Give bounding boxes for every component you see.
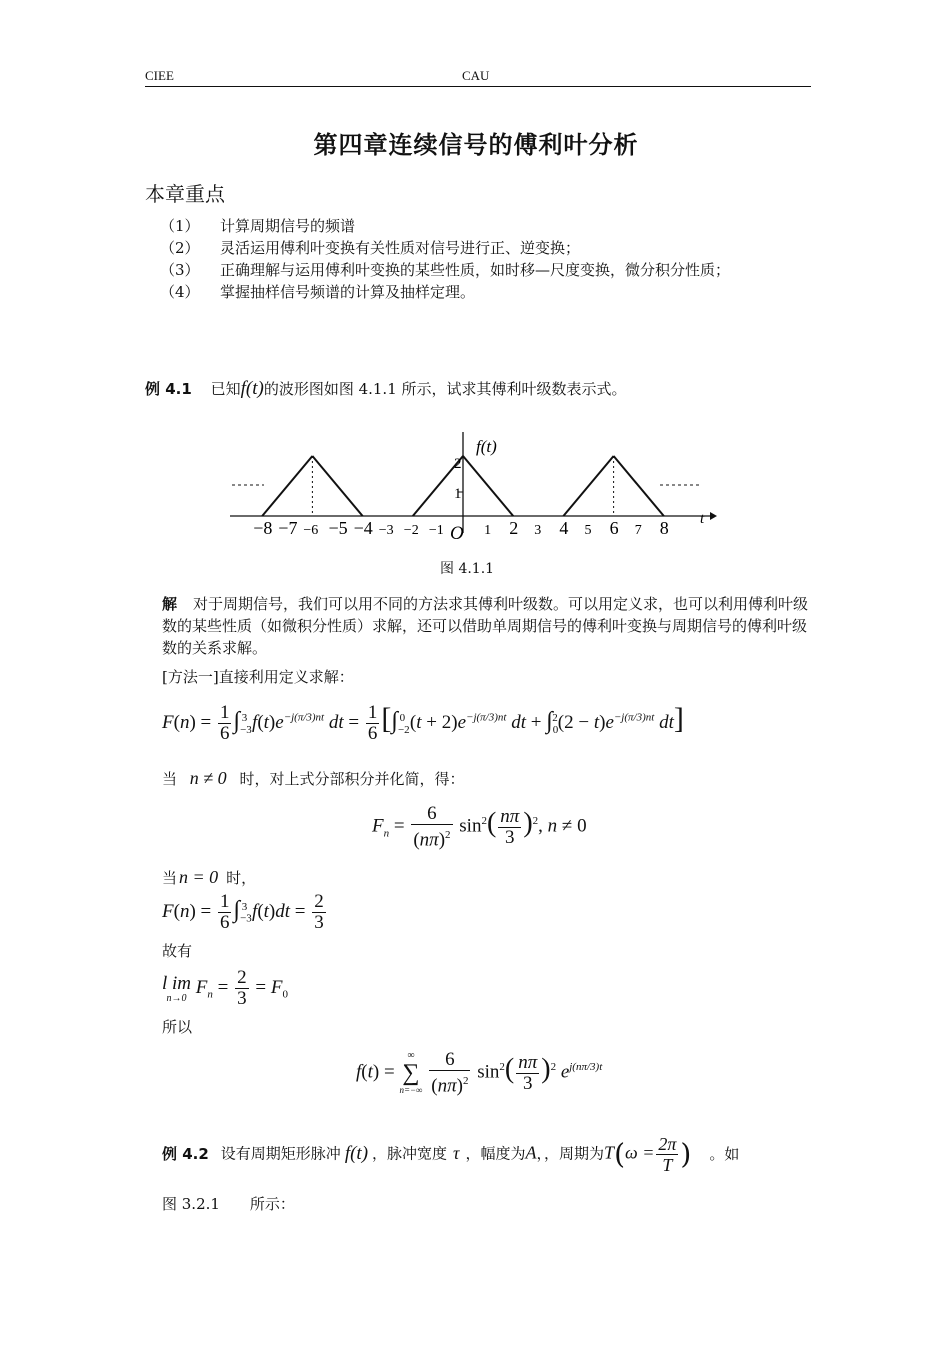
x-tick-label: 5 (584, 523, 592, 538)
x-axis-arrow (710, 512, 717, 520)
waveform-segment (614, 456, 664, 516)
section-heading: 本章重点 (145, 182, 225, 206)
case-n-zero: 当 n = 0 时， (162, 867, 257, 887)
equation-dc: F(n) = $\frac{1}{6}$ $\int_{-3}^3$ f(t)dt = $\frac{2}{3}$ (162, 891, 324, 933)
x-tick-label: −4 (353, 518, 373, 538)
example-label: 例 4.2 (162, 1144, 209, 1163)
list-item: （3） 正确理解与运用傅利叶变换的某些性质，如时移—尺度变换，微分积分性质； (160, 261, 731, 279)
therefore-label: 故有 (162, 942, 193, 960)
equation-fn: $F_n$ = $\frac{6}{(n\pi)^2}$ $\sin^2$( $\frac{n\pi}{3}$ )$^2$, n ≠ 0 (372, 803, 587, 851)
x-tick-label: 1 (484, 523, 492, 538)
waveform-segment (563, 456, 613, 516)
header-center: CAU (462, 68, 490, 83)
solution-label: 解 (162, 595, 178, 613)
example-4-2-line2: 图 3.2.1 所示： (162, 1195, 295, 1213)
case-n-nonzero: 当 n ≠ 0 时，对上式分部积分并化简，得： (162, 768, 465, 788)
waveform-segment (312, 456, 362, 516)
key-point-list (160, 215, 730, 303)
solution-paragraph: 解 对于周期信号，我们可以用不同的方法求其傅利叶级数。可以用定义求，也可以利用傅利叶级数的某些性质（如微积分性质）求解，还可以借助单周期信号的傅利叶变换与周期信号的傅利叶级数的关系求解。 (162, 595, 809, 657)
y-axis-label: f(t) (476, 437, 497, 456)
x-tick-label: −5 (328, 518, 348, 538)
x-tick-label: 4 (559, 518, 569, 538)
x-tick-label: −2 (403, 523, 419, 538)
x-tick-label: 8 (659, 518, 669, 538)
example-label: 例 4.1 (145, 380, 192, 398)
x-tick-label: 3 (534, 523, 542, 538)
axes (230, 432, 717, 533)
y-tick-label-2: 2 (454, 456, 462, 472)
equation-fourier-definition: F(n) = $\frac{1}{6}$ $\int_{-3}^3$ $f(t)e^{-j(\pi/3)nt}$ dt = $\frac{1}{6}$ [$\int_{-2}^0$ $(t + 2)e^{-j(\pi/3)nt}$ dt + $\int_0^2(2 - t)e^{-j(\pi/3)nt}$ dt] (162, 702, 684, 745)
example-4-1: 例 4.1 已知f(t)的波形图如图 4.1.1 所示，试求其傅利叶级数表示式。 (145, 378, 627, 399)
list-item: （2） 灵活运用傅利叶变换有关性质对信号进行正、逆变换； (160, 239, 581, 257)
x-axis-label: t (700, 511, 705, 527)
x-tick-label: −3 (378, 523, 394, 538)
header-left: CIEE (145, 68, 174, 83)
x-tick-label: 6 (609, 518, 619, 538)
equation-limit: l im n→0 $F_n$ = $\frac{2}{3}$ = $F_0$ (162, 967, 288, 1009)
waveform-segment (463, 456, 513, 516)
waveform-figure (220, 428, 720, 548)
waveform-segment (262, 456, 312, 516)
y-tick-label-1: 1 (454, 486, 462, 502)
chapter-title: 第四章连续信号的傅利叶分析 (313, 131, 639, 159)
origin-label: O (450, 523, 464, 544)
x-tick-label: −8 (253, 518, 273, 538)
header-rule (145, 86, 811, 87)
x-tick-label: 7 (634, 523, 642, 538)
x-tick-label: 2 (509, 518, 519, 538)
x-tick-label: −6 (303, 523, 319, 538)
list-item: （4） 掌握抽样信号频谱的计算及抽样定理。 (160, 283, 476, 301)
x-tick-label: −7 (278, 518, 298, 538)
equation-series: f(t) = ∞ ∑ n=−∞ $\frac{6}{(n\pi)^2}$ $\sin^2$( $\frac{n\pi}{3}$ )$^2$ $e^{j(n\pi/3)t}$ (356, 1049, 603, 1097)
method-one-label: [方法一]直接利用定义求解： (162, 668, 354, 686)
x-tick-label: −1 (428, 523, 444, 538)
list-item: （1） 计算周期信号的频谱 (160, 217, 356, 235)
example-4-2: 例 4.2 设有周期矩形脉冲 f(t) ，脉冲宽度 τ ，幅度为A，，周期为T(ω = $\frac{2\pi}{T}$ ) 。如 (162, 1134, 740, 1175)
so-label: 所以 (162, 1018, 193, 1036)
figure-caption: 图 4.1.1 (440, 561, 495, 577)
